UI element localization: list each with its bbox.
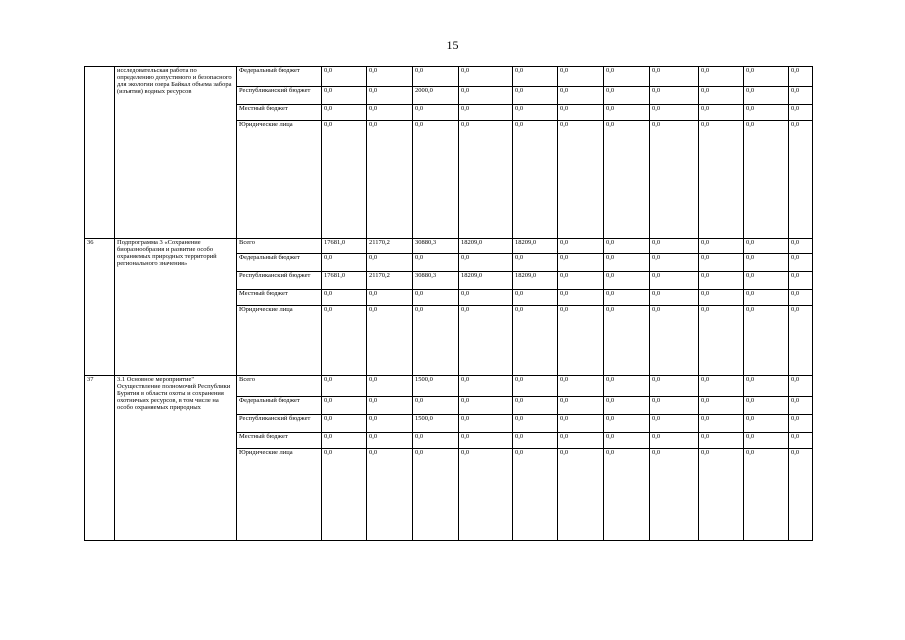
funding-source: Местный бюджет (237, 105, 322, 121)
amount-cell: 0,0 (513, 376, 558, 397)
amount-cell: 17681,0 (322, 272, 367, 290)
amount-cell: 0,0 (699, 433, 744, 449)
amount-cell: 0,0 (322, 105, 367, 121)
funding-source: Федеральный бюджет (237, 254, 322, 272)
amount-cell: 0,0 (789, 290, 813, 306)
amount-cell: 0,0 (459, 376, 513, 397)
amount-cell: 0,0 (367, 415, 413, 433)
amount-cell: 0,0 (459, 67, 513, 87)
amount-cell: 0,0 (604, 306, 650, 376)
amount-cell: 0,0 (650, 239, 699, 254)
amount-cell: 0,0 (413, 290, 459, 306)
amount-cell: 0,0 (367, 67, 413, 87)
amount-cell: 0,0 (744, 67, 789, 87)
amount-cell: 0,0 (650, 290, 699, 306)
amount-cell: 0,0 (513, 306, 558, 376)
program-name: исследовательская работа по определению допустимого и безопасного для экологии озера Байкал объема забора (изъятия) водных ресурсов (115, 67, 237, 239)
budget-table (84, 66, 813, 541)
amount-cell: 0,0 (650, 376, 699, 397)
amount-cell: 0,0 (650, 121, 699, 239)
amount-cell: 0,0 (744, 433, 789, 449)
amount-cell: 0,0 (789, 415, 813, 433)
funding-source: Юридические лица (237, 449, 322, 541)
amount-cell: 0,0 (513, 105, 558, 121)
amount-cell: 0,0 (513, 449, 558, 541)
amount-cell: 0,0 (699, 239, 744, 254)
amount-cell: 0,0 (558, 415, 604, 433)
amount-cell: 0,0 (322, 415, 367, 433)
amount-cell: 0,0 (744, 121, 789, 239)
amount-cell: 0,0 (604, 121, 650, 239)
amount-cell: 0,0 (650, 397, 699, 415)
amount-cell: 0,0 (558, 376, 604, 397)
row-number: 37 (85, 376, 115, 541)
amount-cell: 0,0 (789, 239, 813, 254)
amount-cell: 0,0 (322, 67, 367, 87)
amount-cell: 0,0 (459, 415, 513, 433)
funding-source: Республиканский бюджет (237, 415, 322, 433)
amount-cell: 0,0 (699, 105, 744, 121)
amount-cell: 0,0 (322, 433, 367, 449)
amount-cell: 0,0 (367, 376, 413, 397)
amount-cell: 0,0 (699, 449, 744, 541)
amount-cell: 0,0 (699, 87, 744, 105)
funding-source: Федеральный бюджет (237, 397, 322, 415)
amount-cell: 0,0 (650, 67, 699, 87)
amount-cell: 0,0 (650, 449, 699, 541)
amount-cell: 0,0 (650, 433, 699, 449)
amount-cell: 0,0 (744, 306, 789, 376)
amount-cell: 0,0 (789, 433, 813, 449)
funding-source: Юридические лица (237, 306, 322, 376)
amount-cell: 1500,0 (413, 415, 459, 433)
amount-cell: 0,0 (699, 306, 744, 376)
program-name: 3.1 Основное мероприятие" Осуществление полномочий Республики Бурятия в области охоты и сохранения охотничьих ресурсов, в том числе на особо охраняемых природных (115, 376, 237, 541)
amount-cell: 0,0 (459, 290, 513, 306)
amount-cell: 0,0 (322, 254, 367, 272)
amount-cell: 0,0 (459, 105, 513, 121)
amount-cell: 0,0 (558, 449, 604, 541)
amount-cell: 0,0 (604, 433, 650, 449)
amount-cell: 0,0 (322, 449, 367, 541)
amount-cell: 0,0 (699, 415, 744, 433)
amount-cell: 0,0 (699, 67, 744, 87)
amount-cell: 2000,0 (413, 87, 459, 105)
funding-source: Всего (237, 376, 322, 397)
amount-cell: 0,0 (459, 433, 513, 449)
amount-cell: 0,0 (459, 397, 513, 415)
amount-cell: 0,0 (558, 87, 604, 105)
amount-cell: 0,0 (789, 376, 813, 397)
amount-cell: 0,0 (650, 272, 699, 290)
amount-cell: 0,0 (604, 67, 650, 87)
amount-cell: 0,0 (789, 272, 813, 290)
amount-cell: 18209,0 (513, 239, 558, 254)
amount-cell: 0,0 (699, 121, 744, 239)
amount-cell: 0,0 (604, 376, 650, 397)
amount-cell: 0,0 (699, 290, 744, 306)
amount-cell: 0,0 (789, 121, 813, 239)
amount-cell: 0,0 (558, 239, 604, 254)
table-row (85, 376, 813, 397)
amount-cell: 0,0 (322, 306, 367, 376)
table-row (85, 67, 813, 87)
amount-cell: 0,0 (789, 105, 813, 121)
amount-cell: 0,0 (413, 306, 459, 376)
amount-cell: 0,0 (413, 121, 459, 239)
amount-cell: 0,0 (558, 105, 604, 121)
amount-cell: 0,0 (413, 433, 459, 449)
amount-cell: 30880,3 (413, 239, 459, 254)
amount-cell: 0,0 (558, 397, 604, 415)
amount-cell: 0,0 (789, 87, 813, 105)
amount-cell: 0,0 (367, 290, 413, 306)
amount-cell: 0,0 (513, 87, 558, 105)
amount-cell: 0,0 (558, 272, 604, 290)
amount-cell: 0,0 (459, 87, 513, 105)
amount-cell: 0,0 (699, 376, 744, 397)
amount-cell: 0,0 (744, 105, 789, 121)
amount-cell: 0,0 (699, 254, 744, 272)
amount-cell: 0,0 (558, 290, 604, 306)
amount-cell: 18209,0 (513, 272, 558, 290)
amount-cell: 0,0 (367, 121, 413, 239)
amount-cell: 0,0 (558, 254, 604, 272)
amount-cell: 0,0 (789, 306, 813, 376)
amount-cell: 0,0 (744, 449, 789, 541)
amount-cell: 0,0 (650, 87, 699, 105)
funding-source: Республиканский бюджет (237, 87, 322, 105)
amount-cell: 0,0 (650, 254, 699, 272)
amount-cell: 0,0 (604, 397, 650, 415)
amount-cell: 0,0 (322, 121, 367, 239)
amount-cell: 0,0 (513, 397, 558, 415)
amount-cell: 0,0 (789, 397, 813, 415)
amount-cell: 0,0 (459, 254, 513, 272)
amount-cell: 0,0 (413, 397, 459, 415)
amount-cell: 0,0 (459, 306, 513, 376)
funding-source: Всего (237, 239, 322, 254)
amount-cell: 0,0 (604, 239, 650, 254)
amount-cell: 0,0 (699, 272, 744, 290)
amount-cell: 18209,0 (459, 239, 513, 254)
amount-cell: 0,0 (322, 397, 367, 415)
amount-cell: 0,0 (558, 433, 604, 449)
funding-source: Республиканский бюджет (237, 272, 322, 290)
amount-cell: 0,0 (744, 239, 789, 254)
amount-cell: 0,0 (413, 105, 459, 121)
amount-cell: 0,0 (604, 290, 650, 306)
amount-cell: 0,0 (513, 67, 558, 87)
row-number: 36 (85, 239, 115, 376)
amount-cell: 0,0 (604, 415, 650, 433)
amount-cell: 0,0 (367, 254, 413, 272)
amount-cell: 0,0 (744, 397, 789, 415)
amount-cell: 0,0 (789, 67, 813, 87)
amount-cell: 0,0 (604, 272, 650, 290)
amount-cell: 0,0 (604, 105, 650, 121)
amount-cell: 0,0 (604, 449, 650, 541)
amount-cell: 0,0 (513, 290, 558, 306)
amount-cell: 0,0 (367, 397, 413, 415)
amount-cell: 0,0 (367, 105, 413, 121)
amount-cell: 0,0 (744, 272, 789, 290)
program-name: Подпрограмма 3 «Сохранение биоразнообразия и развитие особо охраняемых природных территорий регионального значения» (115, 239, 237, 376)
amount-cell: 0,0 (413, 67, 459, 87)
amount-cell: 30880,3 (413, 272, 459, 290)
amount-cell: 0,0 (789, 449, 813, 541)
amount-cell: 0,0 (744, 254, 789, 272)
amount-cell: 0,0 (744, 290, 789, 306)
amount-cell: 21170,2 (367, 239, 413, 254)
amount-cell: 21170,2 (367, 272, 413, 290)
amount-cell: 17681,0 (322, 239, 367, 254)
amount-cell: 0,0 (604, 254, 650, 272)
row-number (85, 67, 115, 239)
amount-cell: 0,0 (513, 121, 558, 239)
amount-cell: 0,0 (459, 449, 513, 541)
amount-cell: 0,0 (513, 254, 558, 272)
amount-cell: 0,0 (650, 306, 699, 376)
amount-cell: 0,0 (367, 87, 413, 105)
amount-cell: 0,0 (513, 433, 558, 449)
amount-cell: 0,0 (604, 87, 650, 105)
funding-source: Местный бюджет (237, 433, 322, 449)
amount-cell: 0,0 (744, 376, 789, 397)
amount-cell: 0,0 (744, 87, 789, 105)
amount-cell: 0,0 (459, 121, 513, 239)
amount-cell: 0,0 (322, 376, 367, 397)
amount-cell: 0,0 (558, 67, 604, 87)
amount-cell: 0,0 (699, 397, 744, 415)
amount-cell: 0,0 (558, 306, 604, 376)
amount-cell: 1500,0 (413, 376, 459, 397)
amount-cell: 0,0 (744, 415, 789, 433)
amount-cell: 0,0 (413, 254, 459, 272)
amount-cell: 0,0 (789, 254, 813, 272)
amount-cell: 18209,0 (459, 272, 513, 290)
amount-cell: 0,0 (650, 105, 699, 121)
funding-source: Местный бюджет (237, 290, 322, 306)
funding-source: Федеральный бюджет (237, 67, 322, 87)
amount-cell: 0,0 (322, 290, 367, 306)
amount-cell: 0,0 (513, 415, 558, 433)
funding-source: Юридические лица (237, 121, 322, 239)
amount-cell: 0,0 (413, 449, 459, 541)
amount-cell: 0,0 (558, 121, 604, 239)
table-row (85, 239, 813, 254)
amount-cell: 0,0 (650, 415, 699, 433)
amount-cell: 0,0 (322, 87, 367, 105)
amount-cell: 0,0 (367, 449, 413, 541)
page-number: 15 (446, 38, 459, 52)
amount-cell: 0,0 (367, 433, 413, 449)
amount-cell: 0,0 (367, 306, 413, 376)
